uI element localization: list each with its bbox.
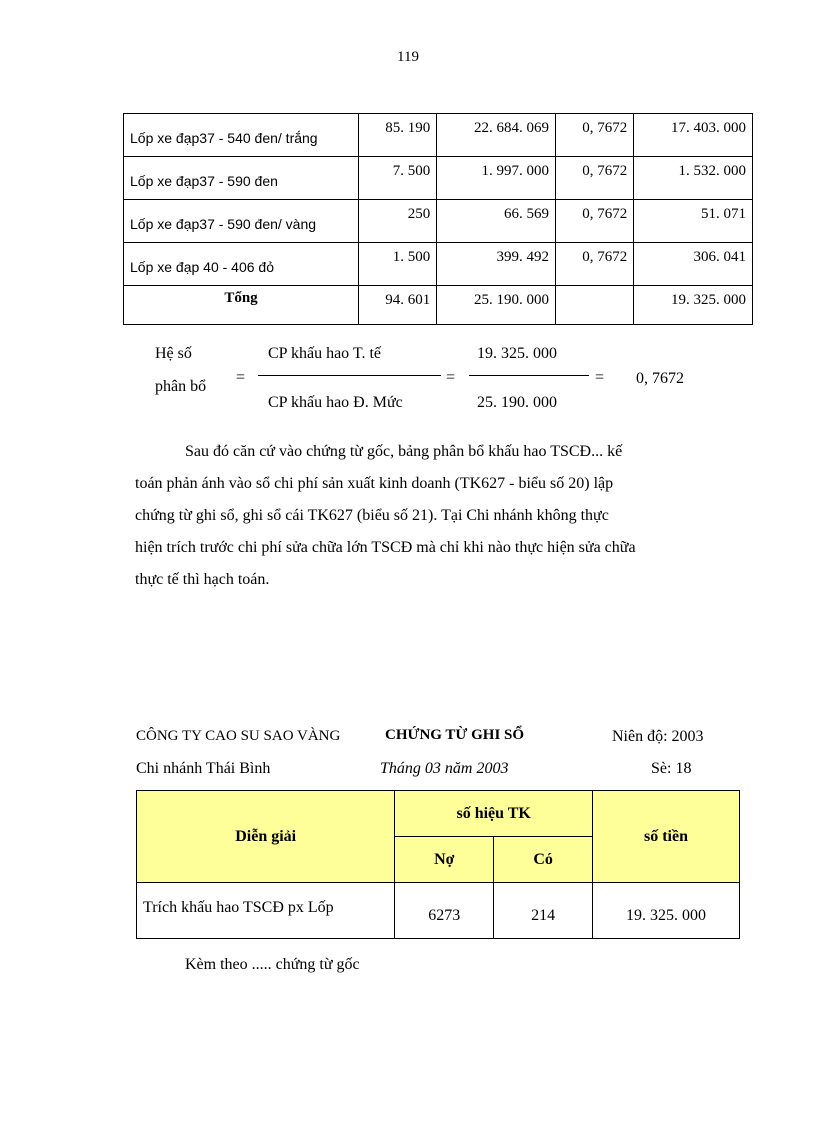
quantity: 85. 190 bbox=[359, 114, 437, 157]
equals-sign: = bbox=[595, 369, 605, 386]
actual-cost: 306. 041 bbox=[634, 243, 753, 286]
header-amount: số tiền bbox=[593, 791, 740, 883]
entry-credit: 214 bbox=[494, 883, 593, 939]
fiscal-year: Niên độ: 2003 bbox=[612, 728, 704, 745]
fraction-line bbox=[469, 375, 589, 376]
header-debit: Nợ bbox=[395, 837, 494, 883]
coefficient: 0, 7672 bbox=[555, 200, 633, 243]
header-account-no: số hiệu TK bbox=[395, 791, 593, 837]
product-name: Lốp xe đạp37 - 590 đen/ vàng bbox=[124, 200, 359, 243]
total-standard-cost: 25. 190. 000 bbox=[437, 286, 556, 325]
standard-cost: 1. 997. 000 bbox=[437, 157, 556, 200]
body-paragraph bbox=[135, 436, 739, 596]
quantity: 7. 500 bbox=[359, 157, 437, 200]
quantity: 1. 500 bbox=[359, 243, 437, 286]
formula-label-line1: Hệ số bbox=[155, 345, 192, 362]
voucher-period: Tháng 03 năm 2003 bbox=[380, 760, 509, 777]
total-coefficient bbox=[555, 286, 633, 325]
attachment-note: Kèm theo ..... chứng từ gốc bbox=[185, 956, 360, 973]
entry-amount: 19. 325. 000 bbox=[593, 883, 740, 939]
table-row bbox=[124, 243, 753, 286]
entry-debit: 6273 bbox=[395, 883, 494, 939]
product-name: Lốp xe đạp37 - 590 đen bbox=[124, 157, 359, 200]
coefficient: 0, 7672 bbox=[555, 114, 633, 157]
allocation-table bbox=[123, 113, 753, 325]
header-credit: Có bbox=[494, 837, 593, 883]
numerator-value: 19. 325. 000 bbox=[477, 345, 557, 362]
total-actual-cost: 19. 325. 000 bbox=[634, 286, 753, 325]
actual-cost: 1. 532. 000 bbox=[634, 157, 753, 200]
paragraph-line: chứng từ ghi sổ, ghi sổ cái TK627 (biểu số 21). Tại Chi nhánh không thực bbox=[135, 507, 609, 524]
formula-result: 0, 7672 bbox=[636, 370, 684, 387]
header-description: Diễn giải bbox=[137, 791, 395, 883]
paragraph-line: Sau đó căn cứ vào chứng từ gốc, bảng phân bổ khấu hao TSCĐ... kế bbox=[185, 443, 623, 460]
denominator-text: CP khấu hao Đ. Mức bbox=[268, 394, 403, 411]
table-row bbox=[124, 200, 753, 243]
fraction-line bbox=[258, 375, 441, 376]
standard-cost: 22. 684. 069 bbox=[437, 114, 556, 157]
total-quantity: 94. 601 bbox=[359, 286, 437, 325]
product-name: Lốp xe đạp 40 - 406 đỏ bbox=[124, 243, 359, 286]
coefficient: 0, 7672 bbox=[555, 243, 633, 286]
paragraph-line: hiện trích trước chi phí sửa chữa lớn TSCĐ mà chỉ khi nào thực hiện sửa chữa bbox=[135, 539, 636, 556]
coefficient: 0, 7672 bbox=[555, 157, 633, 200]
formula-label-line2: phân bổ bbox=[155, 378, 207, 395]
actual-cost: 17. 403. 000 bbox=[634, 114, 753, 157]
branch-name: Chi nhánh Thái Bình bbox=[136, 760, 271, 777]
entry-description: Trích khấu hao TSCĐ px Lốp bbox=[137, 883, 395, 939]
quantity: 250 bbox=[359, 200, 437, 243]
standard-cost: 66. 569 bbox=[437, 200, 556, 243]
voucher-title: CHỨNG TỪ GHI SỔ bbox=[385, 727, 525, 743]
paragraph-line: thực tế thì hạch toán. bbox=[135, 571, 270, 588]
equals-sign: = bbox=[446, 369, 456, 386]
voucher-number: Sè: 18 bbox=[651, 760, 692, 777]
denominator-value: 25. 190. 000 bbox=[477, 394, 557, 411]
product-name: Lốp xe đạp37 - 540 đen/ trắng bbox=[124, 114, 359, 157]
paragraph-line: toán phản ánh vào sổ chi phí sản xuất kinh doanh (TK627 - biểu số 20) lập bbox=[135, 475, 614, 492]
total-row bbox=[124, 286, 753, 325]
table-row bbox=[137, 883, 740, 939]
table-row bbox=[124, 114, 753, 157]
standard-cost: 399. 492 bbox=[437, 243, 556, 286]
company-name: CÔNG TY CAO SU SAO VÀNG bbox=[136, 728, 341, 744]
page-number: 119 bbox=[397, 49, 419, 65]
numerator-text: CP khấu hao T. tế bbox=[268, 345, 382, 362]
total-label: Tổng bbox=[124, 286, 359, 325]
actual-cost: 51. 071 bbox=[634, 200, 753, 243]
voucher-table bbox=[136, 790, 740, 939]
equals-sign: = bbox=[236, 369, 246, 386]
table-row bbox=[124, 157, 753, 200]
